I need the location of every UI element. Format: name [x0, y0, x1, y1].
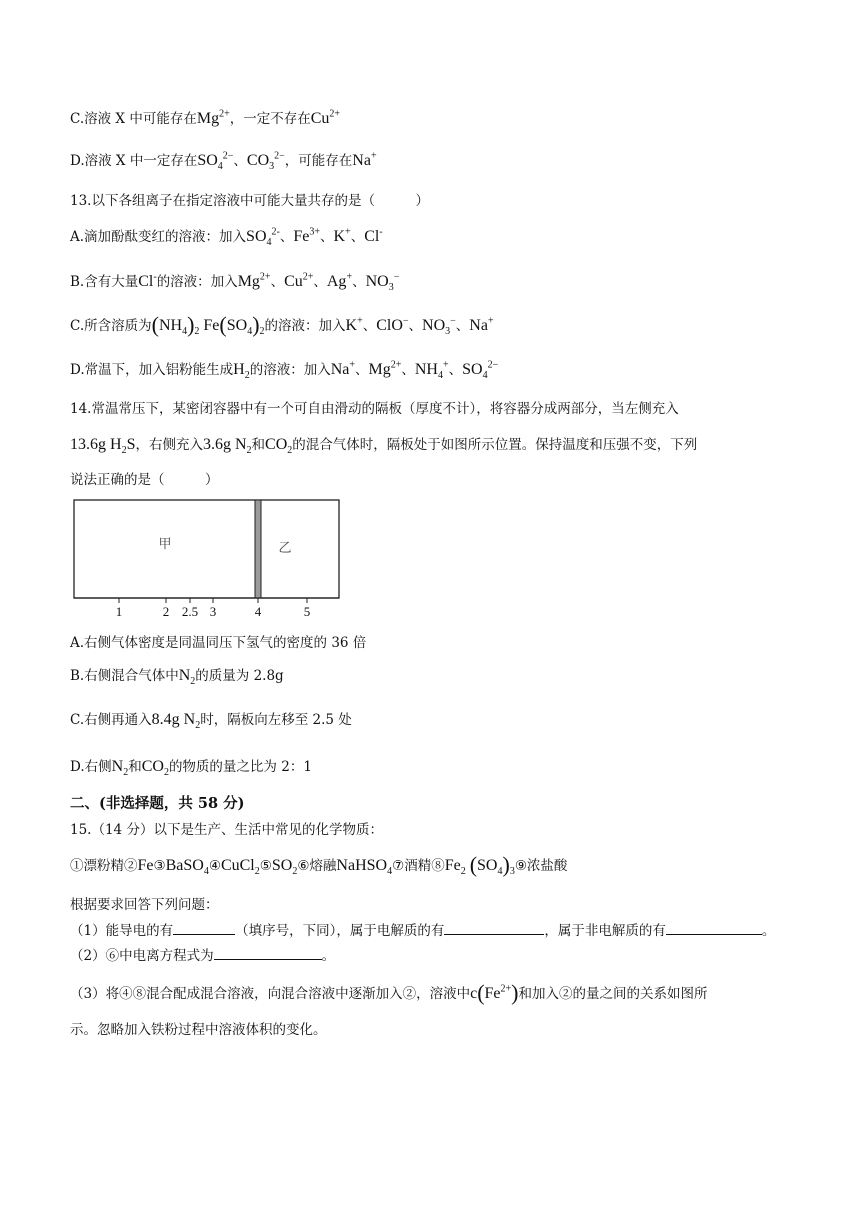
- q15-substances: ①漂粉精$②Fe③BaSO_4④CuCl_2⑤SO_2⑥$熔融NaHSO$_4$⑦酒精$⑧Fe_2$ $(SO_4)_3⑨$浓盐酸: [70, 852, 568, 878]
- answer-blank-electrolytes[interactable]: [444, 922, 544, 935]
- left-chamber-label: 甲: [158, 537, 172, 552]
- answer-blank-nonelectrolytes[interactable]: [666, 922, 762, 935]
- q14-stem-line3: 说法正确的是（ ）: [70, 472, 219, 488]
- tick-label-2: 2: [162, 604, 170, 619]
- answer-blank-ionization-equation[interactable]: [214, 947, 322, 960]
- q12-option-d: D.溶液 X 中一定存在$SO_4^{2-}$、$CO_3^{2-}$，可能存在Na+: [70, 150, 377, 173]
- q14-stem-line2: 13.6g $H_2S$，右侧充入3.6g $N_2$和$CO_2$的混合气体时，隔板处于如图所示位置。保持温度和压强不变，下列: [70, 436, 698, 457]
- q14-stem-line1: 14.常温常压下，某密闭容器中有一个可自由滑动的隔板（厚度不计），将容器分成两部分，当左侧充入: [70, 401, 679, 417]
- container-outline: [74, 500, 339, 598]
- q13-option-d: D.常温下，加入铝粉能生成$H_2$的溶液：加入Na+、$Mg^{2+}$、$NH_4^+$、$SO_4^{2-}$: [70, 359, 499, 382]
- q14-option-a: A.右侧气体密度是同温同压下氢气的密度的 36 倍: [70, 635, 367, 651]
- section-heading: 二、(非选择题，共 58 分): [70, 795, 245, 812]
- q13-option-a: A.滴加酚酞变红的溶液：加入$SO_4^{2-}$、$Fe^{3+}$、K+、Cl-: [70, 226, 383, 249]
- q14-option-c: C.右侧再通入8.4g $N_2$时，隔板向左移至 2.5 处: [70, 711, 352, 732]
- q15-part3-line1: （3）将④⑧混合配成混合溶液，向混合溶液中逐渐加入②，溶液中$c(Fe^{2+})$和加入②的量之间的关系如图所: [70, 980, 708, 1005]
- tick-label-3: 3: [209, 604, 217, 619]
- q14-option-b: B.右侧混合气体中$N_2$的质量为 2.8g: [70, 667, 284, 688]
- tick-label-1: 1: [115, 604, 123, 619]
- q15-prompt: 根据要求回答下列问题：: [70, 897, 219, 913]
- q12-option-c: C.溶液 X 中可能存在$Mg^{2+}$，一定不存在$Cu^{2+}$: [70, 108, 341, 127]
- q15-part2: （2）⑥中电离方程式为 。: [70, 948, 336, 964]
- container-diagram: [70, 496, 360, 621]
- q15-part1: （1）能导电的有 （填序号，下同），属于电解质的有 ，属于非电解质的有 。: [70, 923, 776, 939]
- answer-blank-conductors[interactable]: [173, 922, 235, 935]
- tick-label-2.5: 2.5: [181, 604, 199, 619]
- tick-label-5: 5: [303, 604, 311, 619]
- q15-part3-line2: 示。忽略加入铁粉过程中溶液体积的变化。: [70, 1022, 327, 1038]
- q13-option-c: C.所含溶质为$(NH_4)_2$ $Fe(SO_4)_2$的溶液：加入K+、ClO−、$NO_3^-$、Na+: [70, 312, 494, 338]
- q13-stem: 13.以下各组离子在指定溶液中可能大量共存的是（ ）: [70, 193, 429, 209]
- partition-board: [255, 500, 261, 598]
- right-chamber-label: 乙: [278, 541, 292, 556]
- q15-stem: 15.（14 分）以下是生产、生活中常见的化学物质：: [70, 822, 383, 838]
- q14-option-d: D.右侧$N_2$和$CO_2$的物质的量之比为 2：1: [70, 758, 312, 779]
- tick-label-4: 4: [254, 604, 262, 619]
- q13-option-b: B.含有大量Cl-的溶液：加入$Mg^{2+}$、$Cu^{2+}$、Ag+、$NO_3^-$: [70, 271, 400, 294]
